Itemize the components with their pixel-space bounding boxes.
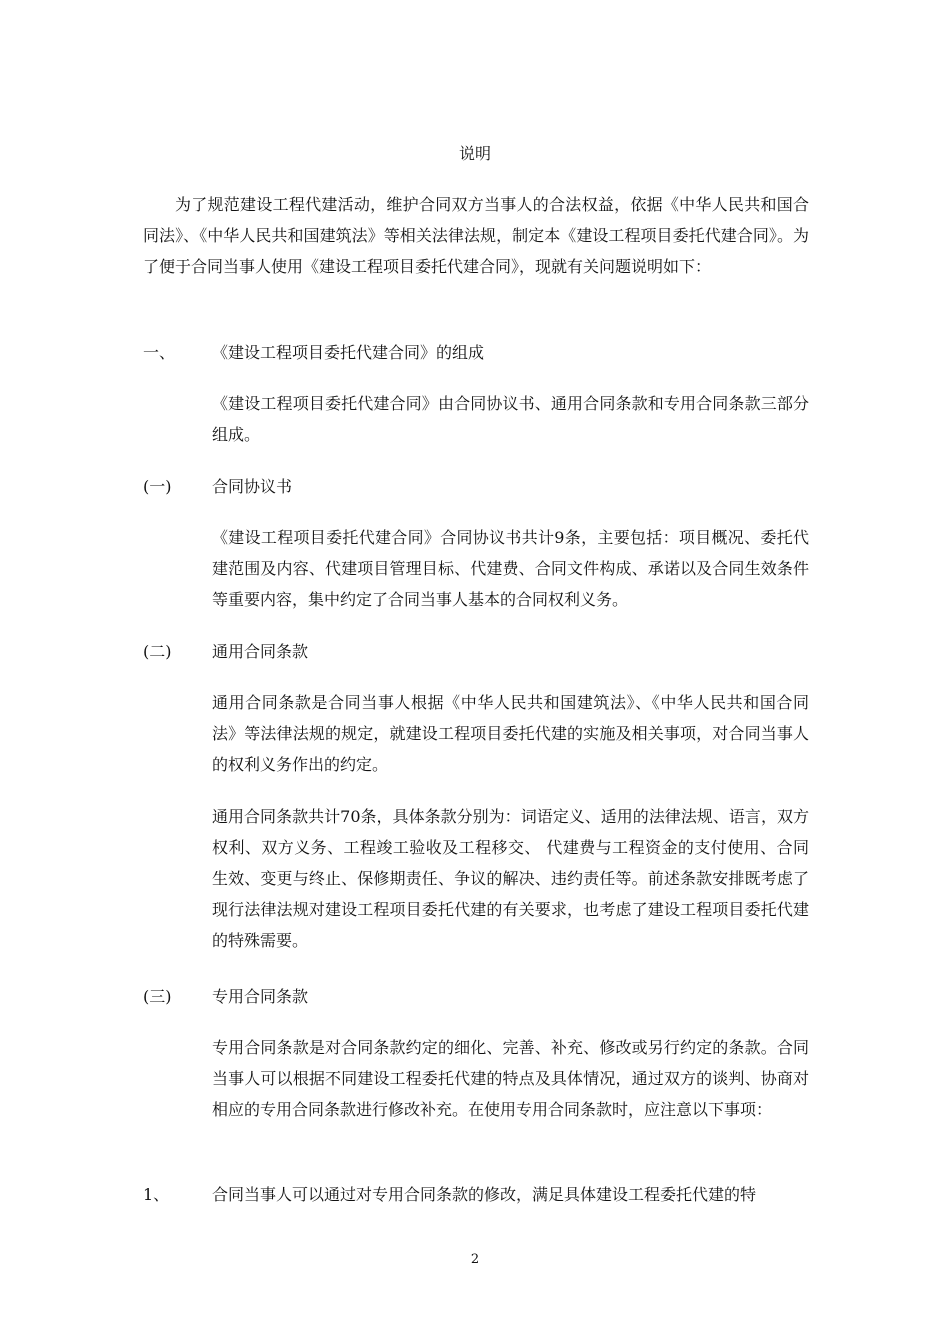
document-title: 说明 bbox=[458, 144, 491, 163]
subsection-3-title: 专用合同条款 bbox=[212, 987, 309, 1006]
subsection-2-title: 通用合同条款 bbox=[212, 642, 309, 661]
section-1-title: 《建设工程项目委托代建合同》的组成 bbox=[212, 343, 485, 362]
section-1-number: 一、 bbox=[143, 343, 176, 362]
subsection-1-body: 《建设工程项目委托代建合同》合同协议书共计9条，主要包括：项目概况、委托代建范围及内容、代建项目管理目标、代建费、合同文件构成、承诺以及合同生效条件等重要内容，集中约定了合同当事人基本的合同权利义务。 bbox=[212, 528, 809, 609]
subsection-2-number: (二) bbox=[143, 642, 172, 661]
subsection-3-number: (三) bbox=[143, 987, 172, 1006]
item-1-number: 1、 bbox=[143, 1185, 170, 1204]
subsection-1-title: 合同协议书 bbox=[212, 477, 293, 496]
section-1-body: 《建设工程项目委托代建合同》由合同协议书、通用合同条款和专用合同条款三部分组成。 bbox=[212, 394, 809, 444]
subsection-3-body: 专用合同条款是对合同条款约定的细化、完善、补充、修改或另行约定的条款。合同当事人可以根据不同建设工程委托代建的特点及具体情况，通过双方的谈判、协商对相应的专用合同条款进行修改补充。在使用专用合同条款时，应注意以下事项： bbox=[212, 1038, 809, 1119]
subsection-1-number: (一) bbox=[143, 477, 172, 496]
page-number: 2 bbox=[470, 1252, 480, 1267]
subsection-2-body-2: 通用合同条款共计70条，具体条款分别为：词语定义、适用的法律法规、语言，双方权利、双方义务、工程竣工验收及工程移交、 代建费与工程资金的支付使用、合同生效、变更与终止、保修期责任、争议的解决、违约责任等。前述条款安排既考虑了现行法律法规对建设工程项目委托代建的有关要求，也考虑了建设工程项目委托代建的特殊需要。 bbox=[212, 807, 809, 950]
item-1-text: 合同当事人可以通过对专用合同条款的修改，满足具体建设工程委托代建的特 bbox=[212, 1185, 757, 1204]
intro-paragraph: 为了规范建设工程代建活动，维护合同双方当事人的合法权益，依据《中华人民共和国合同法》、《中华人民共和国建筑法》等相关法律法规，制定本《建设工程项目委托代建合同》。为了便于合同当事人使用《建设工程项目委托代建合同》，现就有关问题说明如下： bbox=[143, 195, 809, 276]
subsection-2-body-1: 通用合同条款是合同当事人根据《中华人民共和国建筑法》、《中华人民共和国合同法》等法律法规的规定，就建设工程项目委托代建的实施及相关事项，对合同当事人的权利义务作出的约定。 bbox=[212, 693, 809, 774]
